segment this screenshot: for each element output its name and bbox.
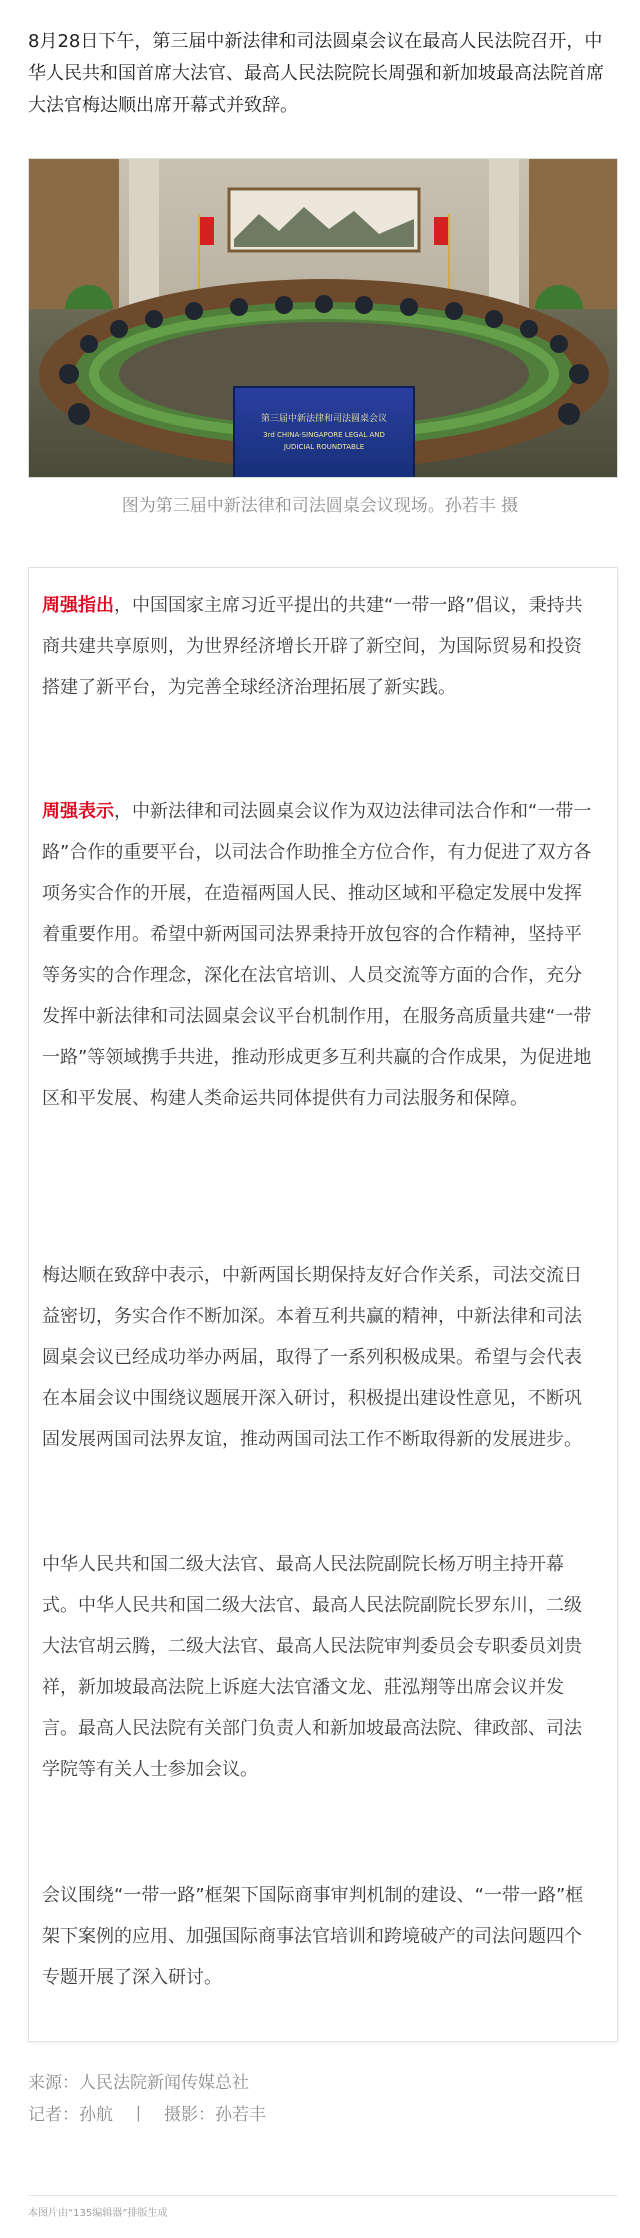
source-line: 来源：人民法院新闻传媒总社 <box>28 2073 249 2093</box>
footer-divider <box>28 2195 618 2196</box>
paragraph-1 <box>42 585 598 708</box>
paragraph-text: 会议围绕“一带一路”框架下国际商事审判机制的建设、“一带一路”框架下案例的应用、加强国际商事法官培训和跨境破产的司法问题四个专题开展了深入研讨。 <box>42 1885 584 1988</box>
credits-line: 记者：孙航 丨 摄影：孙若丰 <box>28 2105 266 2125</box>
screen-title-en-1: 3rd CHINA-SINGAPORE LEGAL AND <box>263 431 385 439</box>
generator-note: 本图片由“135编辑器”排版生成 <box>28 2208 168 2219</box>
paragraph-text: 梅达顺在致辞中表示，中新两国长期保持友好合作关系，司法交流日益密切，务实合作不断加深。本着互利共赢的精神，中新法律和司法圆桌会议已经成功举办两届，取得了一系列积极成果。希望与会代表在本届会议中围绕议题展开深入研讨，积极提出建设性意见，不断巩固发展两国司法界友谊，推动两国司法工作不断取得新的发展进步。 <box>42 1265 582 1450</box>
screen-title-en-2: JUDICIAL ROUNDTABLE <box>283 443 365 451</box>
paragraph-highlight: 周强表示 <box>42 801 114 822</box>
paragraph-text: ，中新法律和司法圆桌会议作为双边法律司法合作和“一带一路”合作的重要平台，以司法合作助推全方位合作，有力促进了双方各项务实合作的开展，在造福两国人民、推动区域和平稳定发展中发挥着重要作用。希望中新两国司法界秉持开放包容的合作精神，坚持平等务实的合作理念，深化在法官培训、人员交流等方面的合作，充分发挥中新法律和司法圆桌会议平台机制作用，在服务高质量共建“一带一路”等领域携手共进，推动形成更多互利共赢的合作成果，为促进地区和平发展、构建人类命运共同体提供有力司法服务和保障。 <box>42 801 592 1109</box>
conference-photo <box>28 158 618 478</box>
conference-photo-illustration <box>29 159 618 478</box>
paragraph-text: 中华人民共和国二级大法官、最高人民法院副院长杨万明主持开幕式。中华人民共和国二级大法官、最高人民法院副院长罗东川，二级大法官胡云腾，二级大法官、最高人民法院审判委员会专职委员刘贵祥，新加坡最高法院上诉庭大法官潘文龙、莊泓翔等出席会议并发言。最高人民法院有关部门负责人和新加坡最高法院、律政部、司法学院等有关人士参加会议。 <box>42 1554 582 1780</box>
paragraph-highlight: 周强指出 <box>42 595 114 616</box>
paragraph-5 <box>42 1875 598 1998</box>
photo-caption: 图为第三届中新法律和司法圆桌会议现场。孙若丰 摄 <box>121 496 519 516</box>
paragraph-3 <box>42 1255 598 1460</box>
paragraph-4 <box>42 1544 598 1790</box>
lead-paragraph: 8月28日下午，第三届中新法律和司法圆桌会议在最高人民法院召开，中华人民共和国首席大法官、最高人民法院院长周强和新加坡最高法院首席大法官梅达顺出席开幕式并致辞。 <box>28 31 604 116</box>
screen-title-cn: 第三届中新法律和司法圆桌会议 <box>260 414 388 424</box>
paragraph-text: ，中国国家主席习近平提出的共建“一带一路”倡议，秉持共商共建共享原则，为世界经济增长开辟了新空间，为国际贸易和投资搭建了新平台，为完善全球经济治理拓展了新实践。 <box>42 595 583 698</box>
paragraph-2 <box>42 791 598 1119</box>
